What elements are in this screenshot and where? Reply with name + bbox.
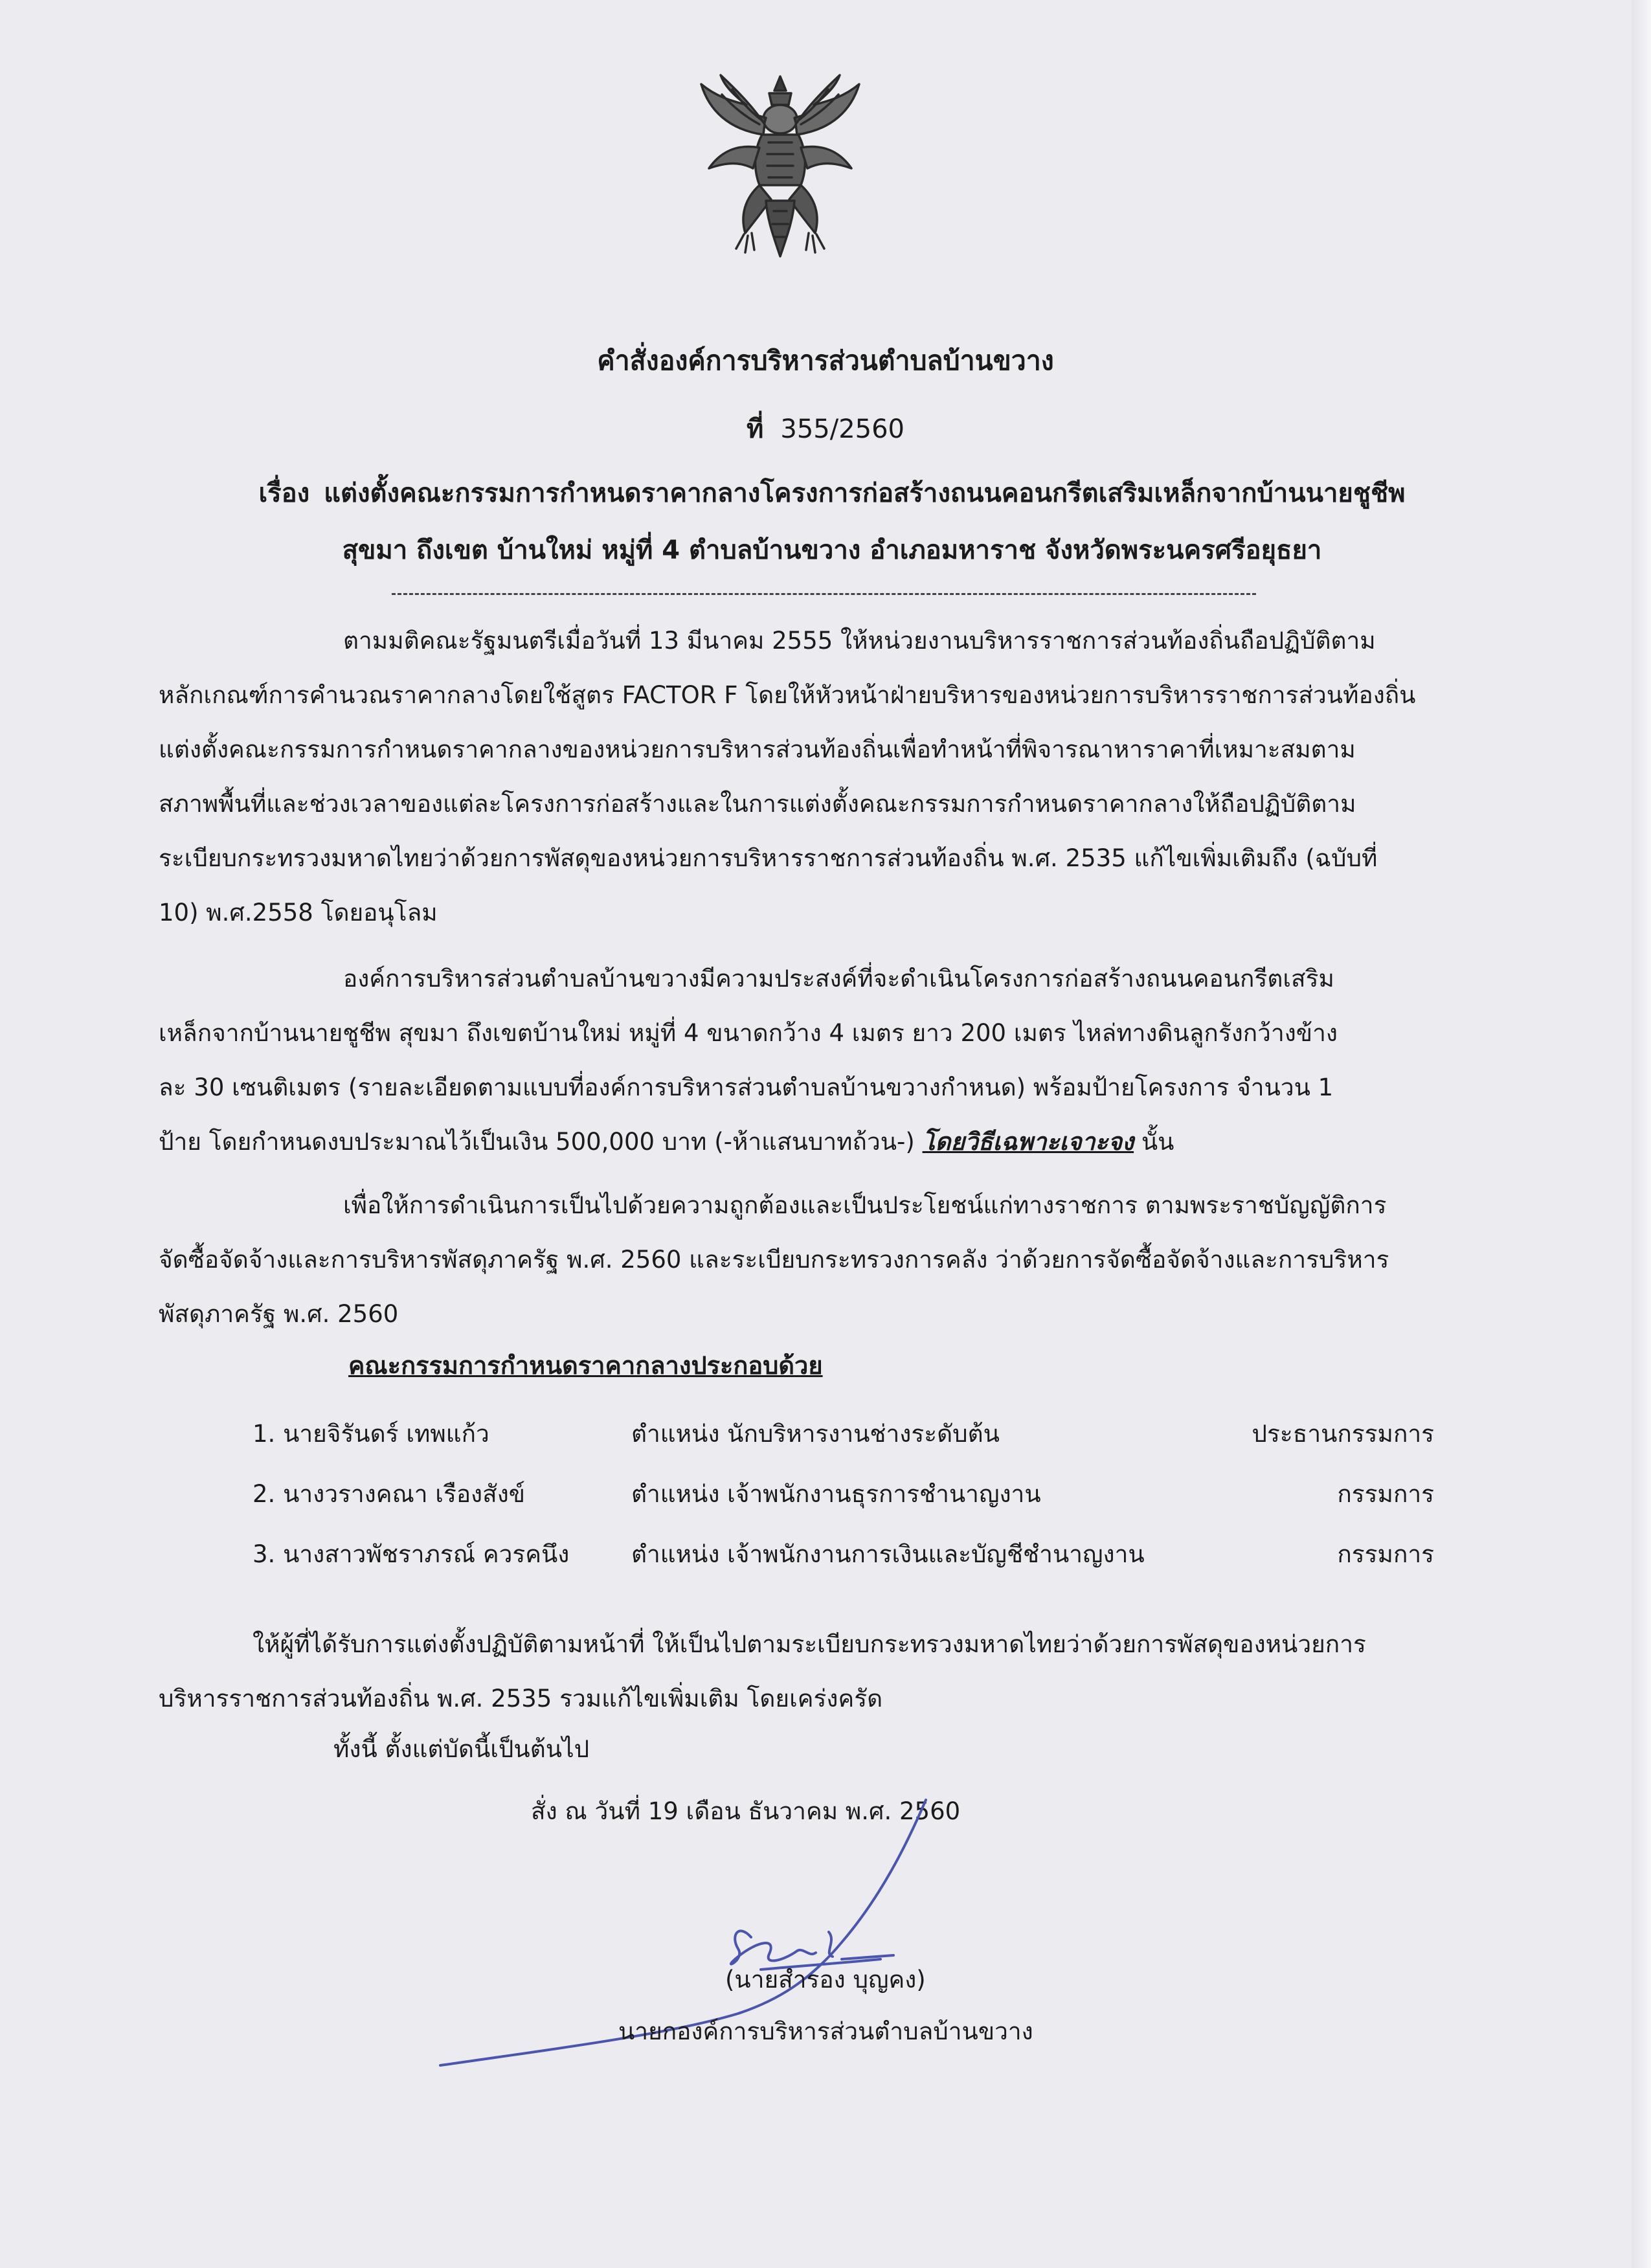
member-role: กรรมการ	[1337, 1540, 1434, 1568]
procurement-method: โดยวิธีเฉพาะเจาะจง	[922, 1128, 1134, 1156]
paragraph-legal-basis	[159, 1178, 1486, 1342]
text-line: จัดซื้อจัดจ้างและการบริหารพัสดุภาครัฐ พ.ศ. 2560 และระเบียบกระทรวงการคลัง ว่าด้วยการจัดซื้อจัดจ้างและการบริหาร	[159, 1246, 1389, 1274]
text-line: บริหารราชการส่วนท้องถิ่น พ.ศ. 2535 รวมแก้ไขเพิ่มเติม โดยเคร่งครัด	[159, 1685, 883, 1712]
paragraph-project	[159, 952, 1486, 1169]
text-line: องค์การบริหารส่วนตำบลบ้านขวางมีความประสงค์ที่จะดำเนินโครงการก่อสร้างถนนคอนกรีตเสริม	[343, 965, 1334, 993]
member-position: ตำแหน่ง เจ้าพนักงานการเงินและบัญชีชำนาญงาน	[631, 1540, 1145, 1568]
subject-line-2: สุขมา ถึงเขต บ้านใหม่ หมู่ที่ 4 ตำบลบ้านขวาง อำเภอมหาราช จังหวัดพระนครศรีอยุธยา	[342, 535, 1322, 565]
member-name: 1. นายจิรันดร์ เทพแก้ว	[253, 1420, 489, 1448]
separator-rule	[392, 593, 1256, 595]
garuda-emblem-icon	[683, 71, 877, 265]
effective-statement: ทั้งนี้ ตั้งแต่บัดนี้เป็นต้นไป	[333, 1735, 590, 1763]
signer-name: (นายสำรอง บุญคง)	[725, 1966, 926, 1993]
member-role: ประธานกรรมการ	[1252, 1420, 1434, 1448]
text-line: ป้าย โดยกำหนดงบประมาณไว้เป็นเงิน 500,000 บาท (-ห้าแสนบาทถ้วน-) โดยวิธีเฉพาะเจาะจง นั้น	[159, 1128, 1174, 1156]
order-number-label: ที่	[747, 414, 764, 444]
text-line: ระเบียบกระทรวงมหาดไทยว่าด้วยการพัสดุของหน่วยการบริหารราชการส่วนท้องถิ่น พ.ศ. 2535 แก้ไขเพิ่มเติมถึง (ฉบับที่	[159, 844, 1378, 872]
signer-title: นายกองค์การบริหารส่วนตำบลบ้านขวาง	[618, 2017, 1033, 2045]
text-line: ละ 30 เซนติเมตร (รายละเอียดตามแบบที่องค์การบริหารส่วนตำบลบ้านขวางกำหนด) พร้อมป้ายโครงการ จำนวน 1	[159, 1073, 1334, 1101]
committee-member	[253, 1468, 1434, 1520]
text-line: หลักเกณฑ์การคำนวณราคากลางโดยใช้สูตร FACTOR F โดยให้หัวหน้าฝ่ายบริหารของหน่วยการบริหารราชการส่วนท้องถิ่น	[159, 681, 1416, 709]
text-line: เหล็กจากบ้านนายชูชีพ สุขมา ถึงเขตบ้านใหม่ หมู่ที่ 4 ขนาดกว้าง 4 เมตร ยาว 200 เมตร ไหล่ทางดินลูกรังกว้างข้าง	[159, 1019, 1338, 1047]
committee-heading: คณะกรรมการกำหนดราคากลางประกอบด้วย	[348, 1351, 823, 1380]
text-line: 10) พ.ศ.2558 โดยอนุโลม	[159, 899, 438, 926]
committee-member	[253, 1529, 1434, 1580]
text-line: ตามมติคณะรัฐมนตรีเมื่อวันที่ 13 มีนาคม 2555 ให้หน่วยงานบริหารราชการส่วนท้องถิ่นถือปฏิบัติตาม	[343, 627, 1376, 655]
member-name: 2. นางวรางคณา เรืองสังข์	[253, 1480, 526, 1508]
text-line: พัสดุภาครัฐ พ.ศ. 2560	[159, 1300, 399, 1328]
document-title: คำสั่งองค์การบริหารส่วนตำบลบ้านขวาง	[597, 345, 1054, 376]
committee-member	[253, 1408, 1434, 1460]
text-line: แต่งตั้งคณะกรรมการกำหนดราคากลางของหน่วยการบริหารส่วนท้องถิ่นเพื่อทำหน้าที่พิจารณาหาราคาที่เหมาะสมตาม	[159, 735, 1356, 763]
order-number-value: 355/2560	[780, 414, 904, 444]
paragraph-instruction	[159, 1617, 1486, 1726]
text-line: เพื่อให้การดำเนินการเป็นไปด้วยความถูกต้องและเป็นประโยชน์แก่ทางราชการ ตามพระราชบัญญัติการ	[343, 1191, 1387, 1219]
member-name: 3. นางสาวพัชราภรณ์ ควรคนึง	[253, 1540, 570, 1568]
member-role: กรรมการ	[1337, 1480, 1434, 1508]
text-line: ให้ผู้ที่ได้รับการแต่งตั้งปฏิบัติตามหน้าที่ ให้เป็นไปตามระเบียบกระทรวงมหาดไทยว่าด้วยการพัสดุของหน่วยการ	[253, 1630, 1366, 1658]
text-line: สภาพพื้นที่และช่วงเวลาของแต่ละโครงการก่อสร้างและในการแต่งตั้งคณะกรรมการกำหนดราคากลางให้ถือปฏิบัติตาม	[159, 790, 1356, 818]
paragraph-cabinet-resolution	[159, 614, 1486, 940]
member-position: ตำแหน่ง เจ้าพนักงานธุรการชำนาญงาน	[631, 1480, 1041, 1508]
order-date: สั่ง ณ วันที่ 19 เดือน ธันวาคม พ.ศ. 2560	[531, 1797, 961, 1825]
member-position: ตำแหน่ง นักบริหารงานช่างระดับต้น	[631, 1420, 1000, 1448]
subject-line-1: เรื่อง แต่งตั้งคณะกรรมการกำหนดราคากลางโครงการก่อสร้างถนนคอนกรีตเสริมเหล็กจากบ้านนายชูชีพ	[258, 478, 1406, 508]
subject	[207, 465, 1457, 579]
subject-label: เรื่อง	[258, 478, 310, 508]
order-number	[0, 408, 1651, 449]
